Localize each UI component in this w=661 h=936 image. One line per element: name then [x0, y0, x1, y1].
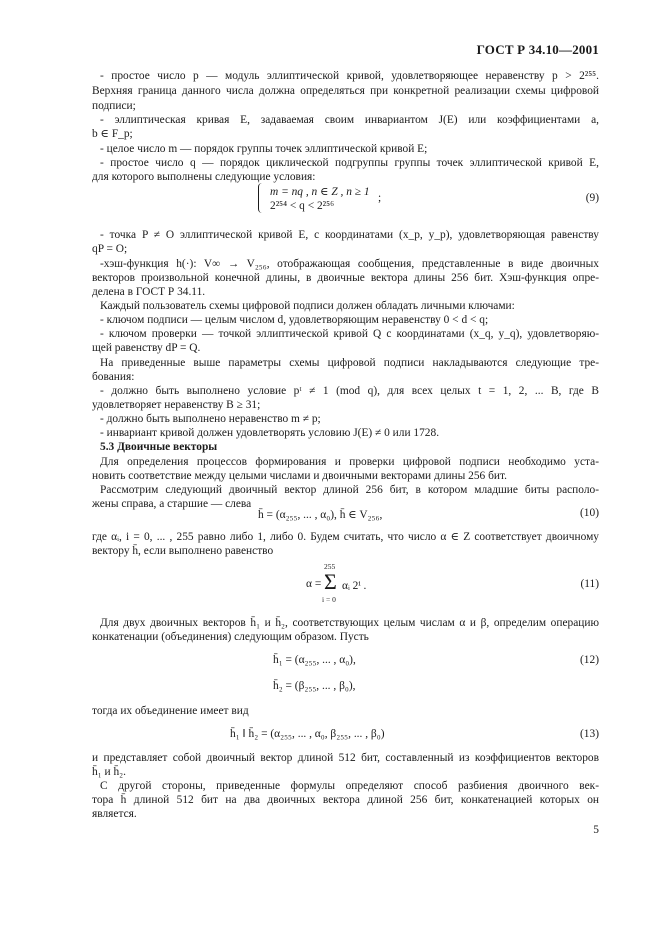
equation-10: h̄ = (α₂₅₅, ... , α₀), h̄ ∈ V₂₅₆, [258, 509, 383, 521]
page-number: 5 [593, 824, 599, 836]
text-line: h̄₁ и h̄₂. [92, 766, 126, 778]
text-line: тора h̄ длиной 512 бит на два двоичных вектора длиной 256 бит, конкатенацией которых он [92, 794, 599, 806]
sum-lower-limit: i = 0 [322, 595, 336, 604]
text-line: - простое число p — модуль эллиптической кривой, удовлетворяющее неравенству p > 2²⁵⁵. [100, 70, 599, 82]
equation-number: (11) [580, 578, 599, 590]
text-line: вектору h̄, если выполнено равенство [92, 545, 274, 557]
equation-number: (9) [585, 192, 599, 204]
equation-13: h̄₁ ‖ h̄₂ = (α₂₅₅, ... , α₀, β₂₅₅, ... , β₀) [230, 728, 385, 740]
equation-number: (10) [580, 507, 599, 519]
text-line: - должно быть выполнено условие pᵗ ≠ 1 (mod q), для всех целых t = 1, 2, ... B, где B [100, 385, 599, 397]
equation-12-line-2: h̄₂ = (β₂₅₅, ... , β₀), [273, 680, 356, 692]
sum-symbol: Σ [324, 569, 337, 594]
equation-brace [258, 183, 265, 213]
text-line: Верхняя граница данного числа должна определяться при конкретной реализации схемы цифровой [92, 85, 599, 97]
text-line: Рассмотрим следующий двоичный вектор длиной 256 бит, в котором младшие биты располо- [100, 484, 599, 496]
text-line: - ключом подписи — целым числом d, удовлетворяющим неравенству 0 < d < q; [100, 314, 489, 326]
text-line: qP = O; [92, 243, 128, 255]
text-line: Для определения процессов формирования и проверки цифровой подписи необходимо уста- [100, 456, 599, 468]
text-line: жены справа, а старшие — слева [92, 498, 252, 510]
text-line: - целое число m — порядок группы точек эллиптической кривой E; [100, 143, 428, 155]
equation-9-line-2: 2²⁵⁴ < q < 2²⁵⁶ [270, 200, 335, 212]
text-line: для которого выполнены следующие условия: [92, 171, 316, 183]
equation-number: (12) [580, 654, 599, 666]
equation-11-body: αᵢ 2ⁱ . [342, 580, 367, 592]
text-line: новить соответствие между целыми числами и двоичными векторами длины 256 бит. [92, 470, 507, 482]
section-heading: 5.3 Двоичные векторы [100, 441, 218, 453]
equation-12-line-1: h̄₁ = (α₂₅₅, ... , α₀), [273, 654, 356, 666]
text-line: векторов произвольной конечной длины, в двоичные вектора длины 256 бит. Хэш-функция опре- [92, 272, 599, 284]
equation-9-semicolon: ; [378, 192, 382, 204]
text-line: конкатенации (объединения) следующим образом. Пусть [92, 631, 369, 643]
text-line: b ∈ F_p; [92, 128, 133, 140]
text-line: подписи; [92, 100, 136, 112]
text-line: тогда их объединение имеет вид [92, 705, 249, 717]
equation-9-line-1: m = nq , n ∈ Z , n ≥ 1 [270, 186, 370, 198]
text-line: На приведенные выше параметры схемы цифровой подписи накладываются следующие тре- [100, 357, 599, 369]
text-line: - точка P ≠ O эллиптической кривой E, с координатами (x_p, y_p), удовлетворяющая равенству [100, 229, 599, 241]
equation-11-lhs: α = [306, 578, 322, 590]
text-line: - эллиптическая кривая E, задаваемая своим инвариантом J(E) или коэффициентами a, [100, 114, 599, 126]
text-line: С другой стороны, приведенные формулы определяют способ разбиения двоичного век- [100, 780, 599, 792]
sum-upper-limit: 255 [324, 562, 336, 571]
text-line: удовлетворяет неравенству B ≥ 31; [92, 399, 261, 411]
text-line: - инвариант кривой должен удовлетворять условию J(E) ≠ 0 или 1728. [100, 427, 440, 439]
equation-number: (13) [580, 728, 599, 740]
text-line: и представляет собой двоичный вектор длиной 512 бит, составленный из коэффициентов векторов [92, 752, 599, 764]
text-line: где αᵢ, i = 0, ... , 255 равно либо 1, либо 0. Будем считать, что число α ∈ Z соответствует двоичному [92, 531, 599, 543]
text-line: - должно быть выполнено неравенство m ≠ p; [100, 413, 321, 425]
document-header: ГОСТ Р 34.10—2001 [476, 42, 599, 57]
text-line: -хэш-функция h(·): V∞ → V₂₅₆, отображающая сообщения, представленные в виде двоичных [100, 258, 599, 270]
text-line: - ключом проверки — точкой эллиптической кривой Q с координатами (x_q, y_q), удовлетворяю- [100, 328, 599, 340]
text-line: Каждый пользователь схемы цифровой подписи должен обладать личными ключами: [100, 300, 515, 312]
text-line: Для двух двоичных векторов h̄₁ и h̄₂, соответствующих целым числам α и β, определим операцию [100, 617, 599, 629]
text-line: - простое число q — порядок циклической подгруппы группы точек эллиптической кривой E, [100, 157, 599, 169]
text-line: щей равенству dP = Q. [92, 342, 201, 354]
text-line: является. [92, 808, 137, 820]
text-line: бования: [92, 371, 135, 383]
text-line: делена в ГОСТ Р 34.11. [92, 286, 206, 298]
